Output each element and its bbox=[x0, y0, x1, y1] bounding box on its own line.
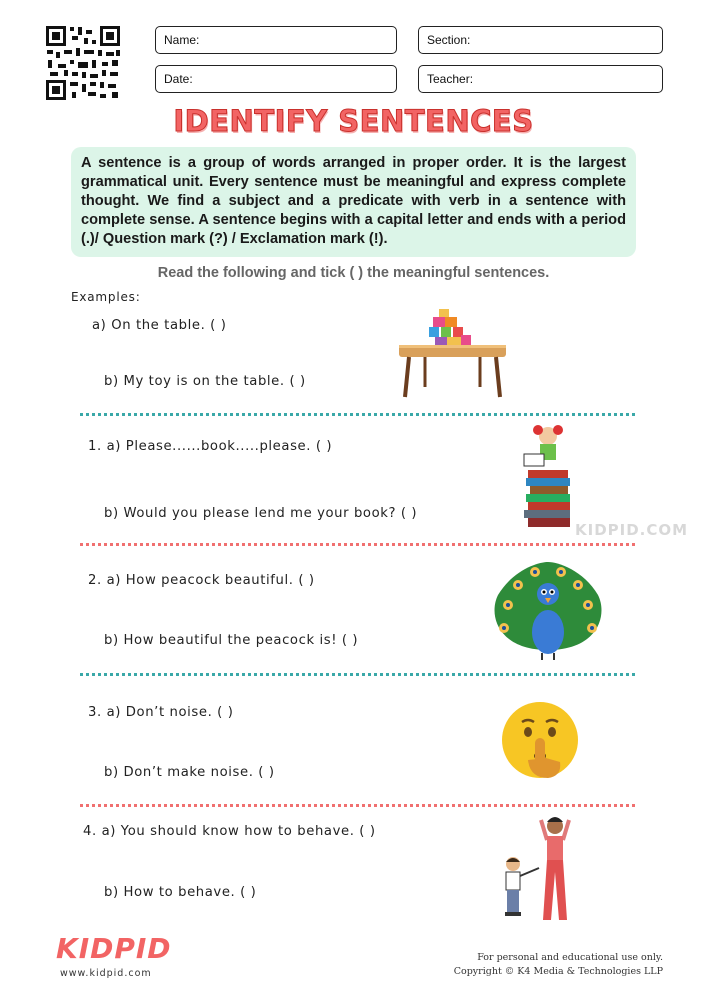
table-toys-illustration bbox=[395, 305, 510, 400]
website-link[interactable]: www.kidpid.com bbox=[60, 968, 152, 979]
example-option-b: b) My toy is on the table. ( ) bbox=[104, 374, 306, 389]
examples-label: Examples: bbox=[71, 290, 141, 304]
teacher-field[interactable] bbox=[418, 65, 663, 93]
date-label: Date: bbox=[164, 72, 193, 86]
divider bbox=[80, 413, 635, 416]
page-title: IDENTIFY SENTENCES bbox=[173, 104, 534, 138]
item-4-option-b: b) How to behave. ( ) bbox=[104, 885, 257, 900]
copyright-text: Copyright © K4 Media & Technologies LLP bbox=[453, 966, 663, 977]
item-2-option-b: b) How beautiful the peacock is! ( ) bbox=[104, 633, 359, 648]
woman-and-child-illustration bbox=[497, 812, 587, 924]
item-1-option-a: 1. a) Please......book.....please. ( ) bbox=[88, 439, 333, 454]
kidpid-logo: KIDPID bbox=[56, 932, 172, 965]
instruction-text: Read the following and tick ( ) the meaningful sentences. bbox=[157, 265, 550, 281]
girl-reading-books-illustration bbox=[518, 422, 578, 537]
peacock-illustration bbox=[488, 560, 608, 662]
item-1-option-b: b) Would you please lend me your book? ( ) bbox=[104, 506, 418, 521]
item-2-option-a: 2. a) How peacock beautiful. ( ) bbox=[88, 573, 315, 588]
teacher-label: Teacher: bbox=[427, 72, 474, 86]
section-field[interactable] bbox=[418, 26, 663, 54]
intro-box: A sentence is a group of words arranged in proper order. It is the largest grammatical unit. Every sentence must be meaningful and express complete thought. We find a subject and a predicate with verb in a sentence with complete sense. A sentence begins with a capital letter and ends with a period (.)/ Question mark (?) / Exclamation mark (!). bbox=[71, 147, 636, 257]
item-3-option-a: 3. a) Don’t noise. ( ) bbox=[88, 705, 234, 720]
date-field[interactable] bbox=[155, 65, 397, 93]
example-option-a: a) On the table. ( ) bbox=[92, 318, 227, 333]
shushing-emoji-icon bbox=[500, 698, 582, 784]
item-3-option-b: b) Don’t make noise. ( ) bbox=[104, 765, 275, 780]
section-label: Section: bbox=[427, 33, 471, 47]
watermark: KIDPID.COM bbox=[575, 521, 689, 539]
use-note: For personal and educational use only. bbox=[477, 952, 663, 963]
divider bbox=[80, 804, 635, 807]
item-4-option-a: 4. a) You should know how to behave. ( ) bbox=[83, 824, 376, 839]
name-label: Name: bbox=[164, 33, 200, 47]
divider bbox=[80, 543, 635, 546]
divider bbox=[80, 673, 635, 676]
name-field[interactable] bbox=[155, 26, 397, 54]
qr-code-icon bbox=[44, 24, 122, 102]
